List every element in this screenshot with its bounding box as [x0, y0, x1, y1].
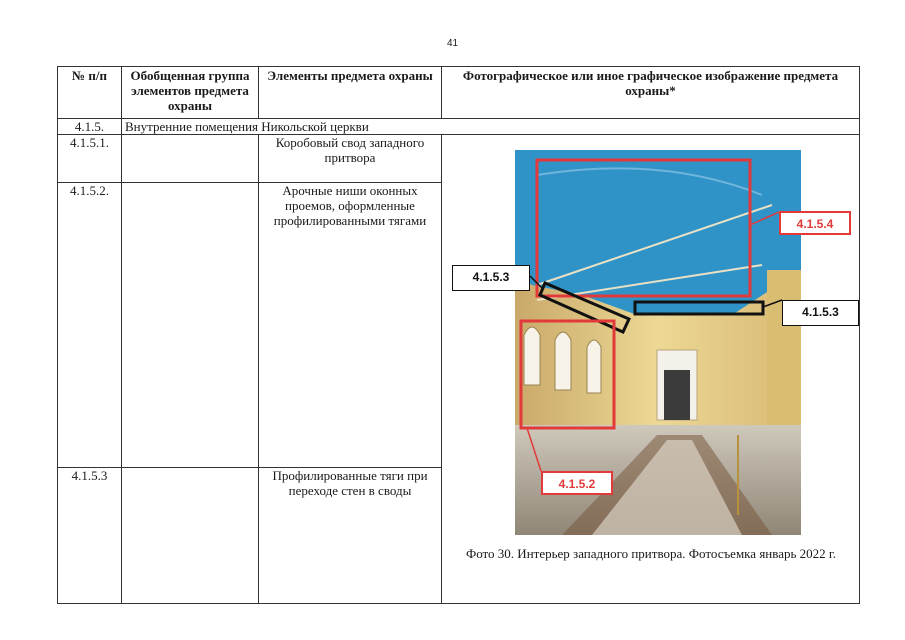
row-group: [122, 135, 259, 183]
header-group: Обобщенная группа элементов предмета охраны: [122, 67, 259, 119]
section-num: 4.1.5.: [58, 119, 122, 135]
row-num: 4.1.5.3: [58, 468, 122, 604]
photo-annotated: [442, 135, 860, 603]
photo-caption: Фото 30. Интерьер западного притвора. Фотосъемка январь 2022 г.: [465, 546, 837, 561]
label-4152: 4.1.5.2: [541, 471, 613, 495]
header-num: № п/п: [58, 67, 122, 119]
label-4154: 4.1.5.4: [779, 211, 851, 235]
label-4153-left: 4.1.5.3: [452, 265, 530, 291]
row-element: Арочные ниши оконных проемов, оформленные профилированными тягами: [259, 183, 442, 468]
protection-table: [57, 66, 860, 604]
row-element: Коробовый свод западного притвора: [259, 135, 442, 183]
row-group: [122, 183, 259, 468]
row-num: 4.1.5.2.: [58, 183, 122, 468]
church-interior-photo: [442, 135, 860, 545]
header-elements: Элементы предмета охраны: [259, 67, 442, 119]
row-element: Профилированные тяги при переходе стен в своды: [259, 468, 442, 604]
table-row: [58, 135, 860, 183]
section-row: [58, 119, 860, 135]
label-4153-right: 4.1.5.3: [782, 300, 859, 326]
photo-cell: [442, 135, 860, 604]
row-num: 4.1.5.1.: [58, 135, 122, 183]
table-header-row: [58, 67, 860, 119]
header-photo: Фотографическое или иное графическое изображение предмета охраны*: [442, 67, 860, 119]
section-title: Внутренние помещения Никольской церкви: [122, 119, 860, 135]
page-number: 41: [446, 38, 459, 49]
row-group: [122, 468, 259, 604]
